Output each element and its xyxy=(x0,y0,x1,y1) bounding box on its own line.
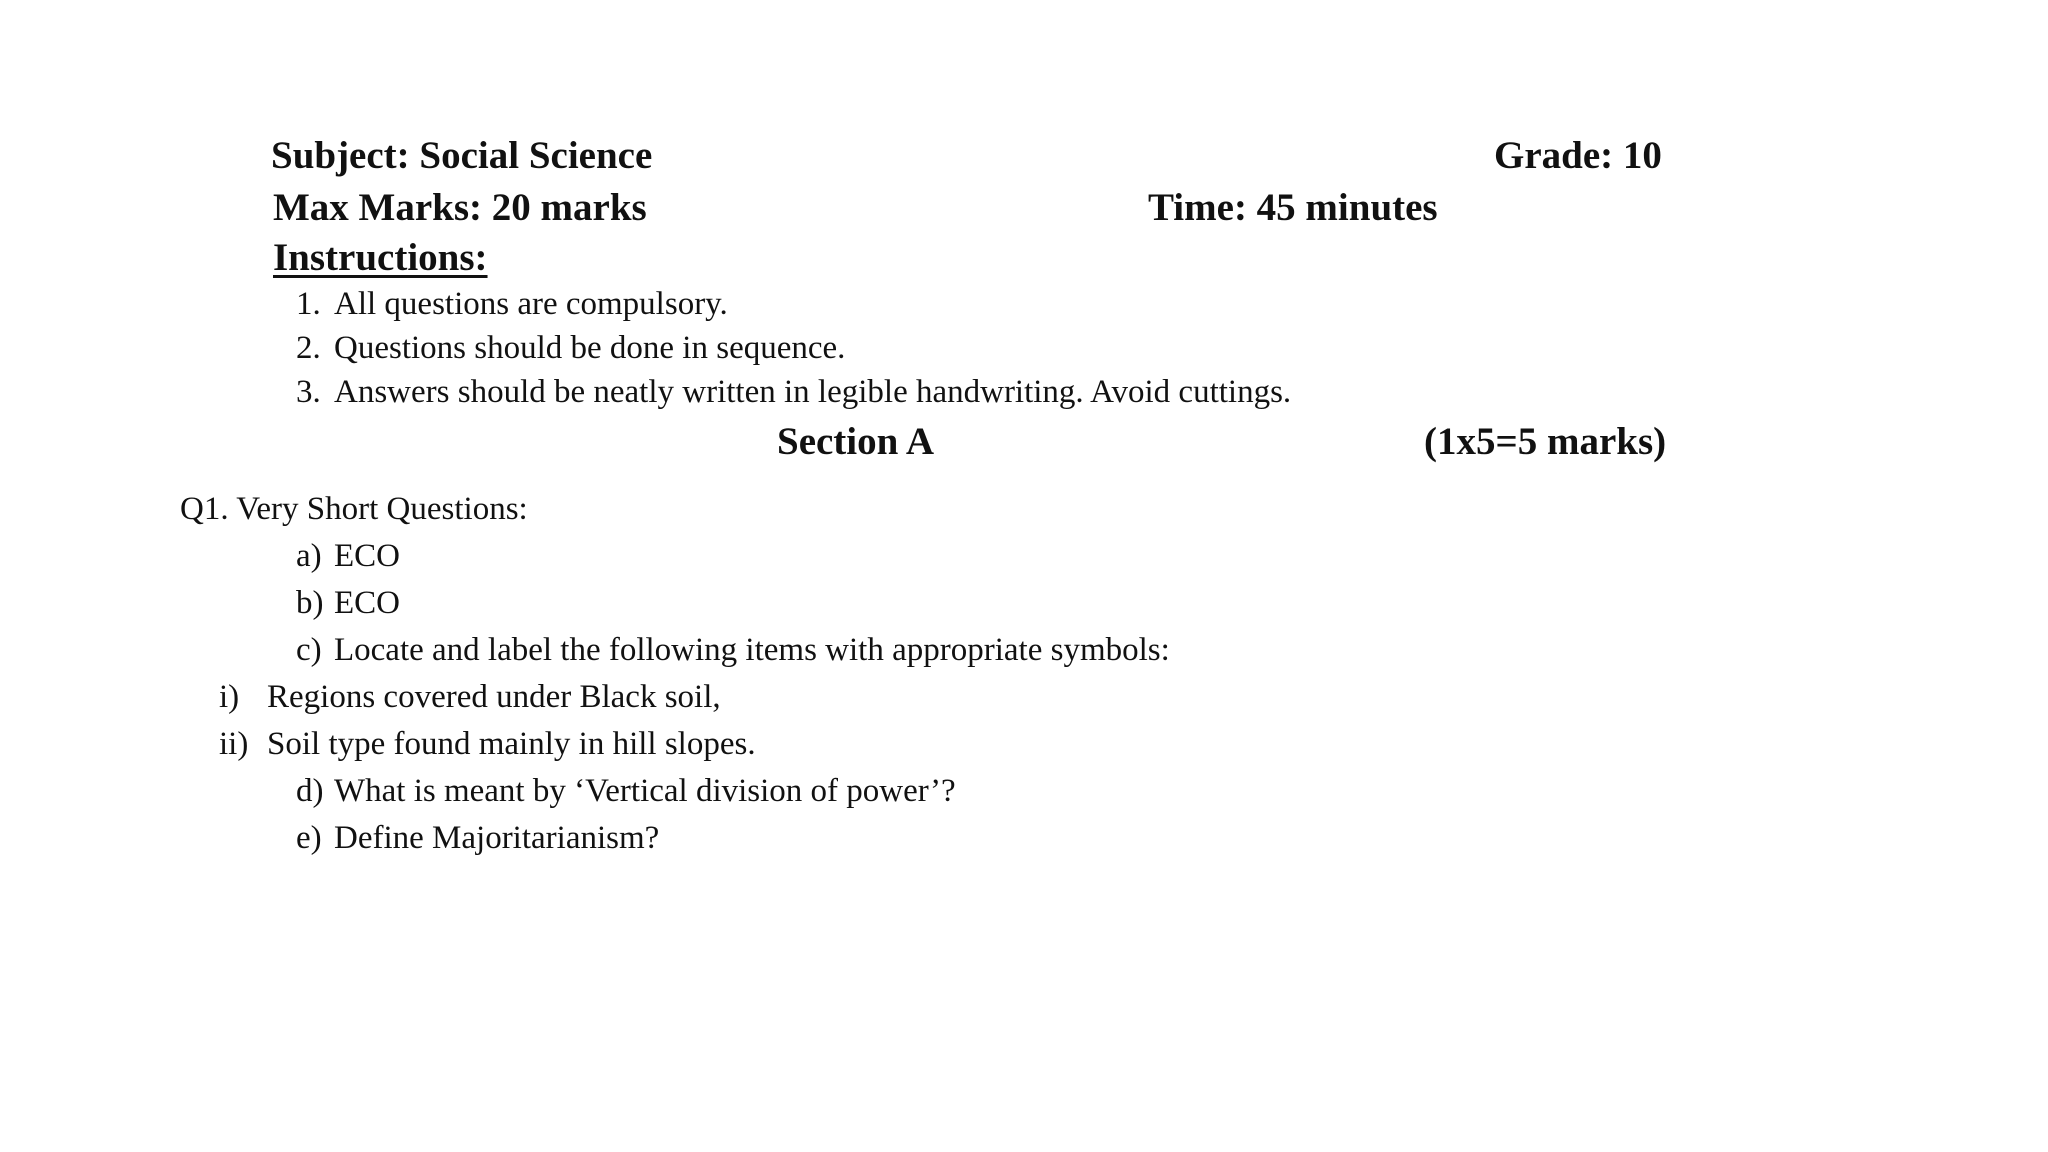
question-part xyxy=(296,634,1170,667)
question-part xyxy=(296,775,956,808)
section-title: Section A xyxy=(777,420,935,463)
part-label: b) xyxy=(296,585,324,621)
subpart-text: Regions covered under Black soil, xyxy=(267,679,721,715)
instructions-title: Instructions: xyxy=(273,236,488,279)
instruction-number: 3. xyxy=(296,374,321,410)
instruction-text: Answers should be neatly written in legible handwriting. Avoid cuttings. xyxy=(334,374,1292,410)
grade-label: Grade: 10 xyxy=(1494,134,1662,177)
question-part xyxy=(296,587,400,620)
subpart-label: ii) xyxy=(219,726,249,762)
subpart-text: Soil type found mainly in hill slopes. xyxy=(267,726,756,762)
instruction-number: 2. xyxy=(296,330,321,366)
question-part xyxy=(296,540,400,573)
part-label: a) xyxy=(296,538,322,574)
instruction-item xyxy=(296,332,845,365)
question-title: Q1. Very Short Questions: xyxy=(180,491,528,527)
part-text: What is meant by ‘Vertical division of power’? xyxy=(334,773,956,809)
section-marks: (1x5=5 marks) xyxy=(1424,420,1667,463)
subpart-label: i) xyxy=(219,679,240,715)
question-subpart xyxy=(219,681,721,714)
part-text: Locate and label the following items with appropriate symbols: xyxy=(334,632,1170,668)
part-label: c) xyxy=(296,632,322,668)
instruction-number: 1. xyxy=(296,286,321,322)
instruction-item xyxy=(296,288,728,321)
max-marks-label: Max Marks: 20 marks xyxy=(273,186,647,229)
instruction-text: All questions are compulsory. xyxy=(334,286,728,322)
time-label: Time: 45 minutes xyxy=(1148,186,1438,229)
question-part xyxy=(296,822,659,855)
subject-label: Subject: Social Science xyxy=(271,134,653,177)
part-label: d) xyxy=(296,773,324,809)
part-text: ECO xyxy=(334,585,400,621)
part-label: e) xyxy=(296,820,322,856)
instruction-item xyxy=(296,376,1291,409)
part-text: ECO xyxy=(334,538,400,574)
question-subpart xyxy=(219,728,756,761)
instruction-text: Questions should be done in sequence. xyxy=(334,330,846,366)
part-text: Define Majoritarianism? xyxy=(334,820,660,856)
